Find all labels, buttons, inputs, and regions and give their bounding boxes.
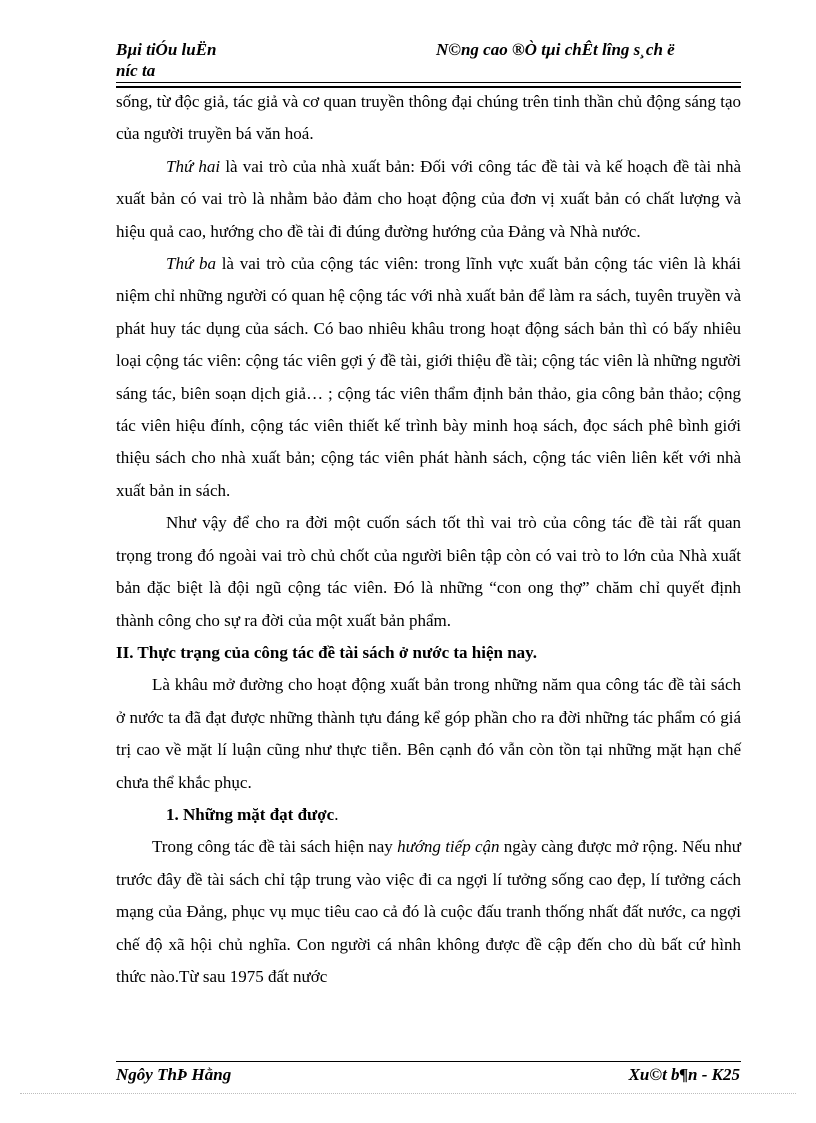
footer-rule [116, 1061, 741, 1062]
subsection-heading [116, 799, 741, 831]
footer-author: Ngôy ThÞ Hằng [116, 1065, 232, 1084]
paragraph-3-text: là vai trò của cộng tác viên: trong lĩnh vực xuất bản cộng tác viên là khái niệm chỉ những người có quan hệ cộng tác với nhà xuất bản để làm ra sách, tuyên truyền và phát huy tác dụng của sách. Có bao nhiêu khâu trong hoạt động sách bản thì có bấy nhiêu loại cộng tác viên: cộng tác viên gợi ý đề tài, giới thiệu đề tài; cộng tác viên là những người sáng tác, biên soạn dịch giả… ; cộng tác viên thẩm định bản thảo, gia công bản thảo; cộng tác viên hiệu đính, cộng tác viên thiết kế trình bày minh hoạ sách, đọc sách phê bình giới thiệu sách cho nhà xuất bản; cộng tác viên phát hành sách, cộng tác viên liên kết với nhà xuất bản in sách. [116, 254, 741, 500]
subsection-heading-tail: . [334, 804, 339, 824]
footer-class: Xu©t b¶n - K25 [628, 1065, 740, 1084]
document-body [116, 86, 741, 993]
paragraph-2-lead: Thứ hai [166, 156, 221, 176]
paragraph-6 [116, 831, 741, 993]
subsection-heading-text: 1. Những mặt đạt được [166, 804, 335, 824]
paragraph-6-end: ngày càng được mở rộng. Nếu như trước đây đề tài sách chỉ tập trung vào việc đi ca ngợi lí tưởng sống cao đẹp, lí tưởng cách mạng của Đảng, phục vụ mục tiêu cao cả đó là cuộc đấu tranh thống nhất đất nước, ca ngợi chế độ xã hội chủ nghĩa. Con người cá nhân không được đề cập đến cho dù bất cứ hình thức nào.Từ sau 1975 đất nước [116, 837, 741, 986]
paragraph-1: sống, từ độc giả, tác giả và cơ quan truyền thông đại chúng trên tinh thần chủ động sáng tạo của người truyền bá văn hoá. [116, 92, 741, 144]
paragraph-3 [116, 248, 741, 507]
header-rule-thin [116, 82, 741, 83]
header-right-title: N©ng cao ®Ò tµi chÊt lîng s¸ch ë [436, 40, 675, 59]
paragraph-2-text: là vai trò của nhà xuất bản: Đối với công tác đề tài và kế hoạch đề tài nhà xuất bản có vai trò là nhằm bảo đảm cho hoạt động của đơn vị xuất bản có chất lượng và hiệu quả cao, hướng cho đề tài đi đúng đường hướng của Đảng và Nhà nước. [116, 156, 742, 241]
paragraph-4: Như vậy để cho ra đời một cuốn sách tốt thì vai trò của công tác đề tài rất quan trọng trong đó ngoài vai trò chủ chốt của người biên tập còn có vai trò to lớn của Nhà xuất bản đặc biệt là đội ngũ cộng tác viên. Đó là những “con ong thợ” chăm chỉ quyết định thành công cho sự ra đời của một xuất bản phẩm. [116, 513, 741, 630]
paragraph-6-emphasis: hướng tiếp cận [397, 837, 500, 857]
paragraph-5: Là khâu mở đường cho hoạt động xuất bản trong những năm qua công tác đề tài sách ở nước ta đã đạt được những thành tựu đáng kể góp phần cho ra đời những tác phẩm có giá trị cao về mặt lí luận cũng như thực tiễn. Bên cạnh đó vẫn còn tồn tại những mặt hạn chế chưa thể khắc phục. [116, 675, 741, 792]
paragraph-2 [116, 151, 741, 248]
header-left-title: Bµi tiÓu luËn [116, 40, 217, 59]
header-left-subtitle: níc ta [116, 61, 156, 80]
paragraph-6-start: Trong công tác đề tài sách hiện nay [152, 837, 398, 857]
paragraph-3-lead: Thứ ba [166, 254, 216, 274]
section-heading: II. Thực trạng của công tác đề tài sách ở nước ta hiện nay. [116, 642, 537, 662]
page-bottom-dotted-line [20, 1093, 796, 1094]
